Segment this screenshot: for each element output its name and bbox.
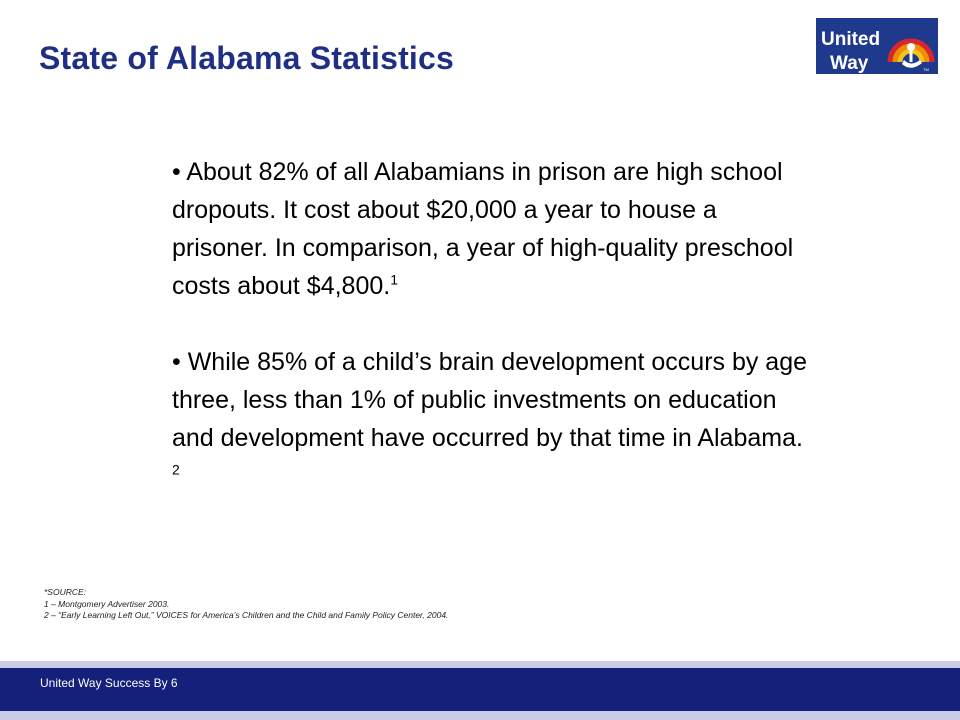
footnote-ref: 1 bbox=[390, 271, 399, 288]
footer-text: United Way Success By 6 bbox=[40, 676, 178, 690]
source-item: 1 – Montgomery Advertiser 2003. bbox=[44, 598, 170, 609]
bullet-item-prison-cost bbox=[172, 153, 812, 305]
footnote-ref: 2 bbox=[172, 461, 180, 478]
sources-block bbox=[44, 587, 448, 622]
logo-united-text: United bbox=[821, 29, 881, 50]
bullet-list bbox=[172, 153, 812, 495]
logo-trademark: TM bbox=[923, 67, 929, 72]
logo-way-text: Way bbox=[830, 53, 869, 74]
slide-title: State of Alabama Statistics bbox=[39, 40, 455, 76]
sources-heading: *SOURCE: bbox=[44, 587, 87, 597]
bullet-text: • While 85% of a child’s brain development occurs by age three, less than 1% of public investments on education and development have occurred by that time in Alabama. bbox=[172, 348, 808, 452]
bullet-item-brain-development bbox=[172, 343, 812, 495]
united-way-logo bbox=[816, 18, 938, 74]
bullet-text: • About 82% of all Alabamians in prison are high school dropouts. It cost about $20,000 a year to house a prisoner. In comparison, a year of high-quality preschool costs about $4,800. bbox=[172, 158, 794, 300]
footer-bottom-stripe bbox=[0, 711, 960, 720]
source-item: 2 – “Early Learning Left Out,” VOICES for America’s Children and the Child and Family Policy Center, 2004. bbox=[44, 610, 449, 620]
footer-top-stripe bbox=[0, 661, 960, 668]
